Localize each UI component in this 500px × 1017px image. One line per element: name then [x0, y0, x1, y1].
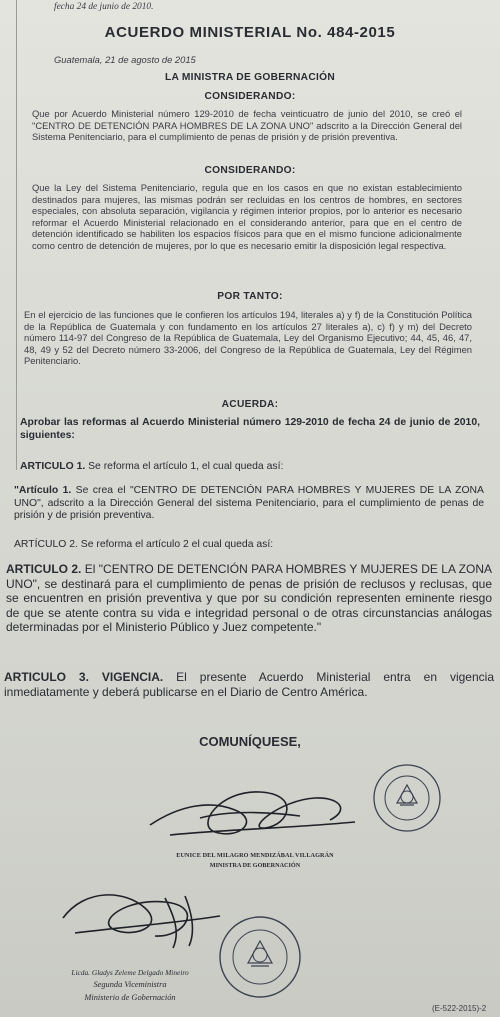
- signatory-2-ministry: Ministerio de Gobernación: [84, 993, 176, 1002]
- viceminister-signature: [55, 878, 225, 958]
- document-title: ACUERDO MINISTERIAL No. 484-2015: [104, 24, 396, 41]
- article-3: [4, 670, 494, 699]
- closing-word: COMUNÍQUESE,: [199, 734, 301, 749]
- previous-date-line: fecha 24 de junio de 2010.: [54, 2, 154, 12]
- minister-signature: [140, 770, 360, 850]
- signatory-2-name: Licda. Gladys Zeleme Delgado Mineiro: [71, 968, 189, 977]
- article-1-quote: [14, 485, 484, 523]
- considerando-text-2: Que la Ley del Sistema Penitenciario, regula que en los casos en que no existan establecimiento destinados para mujeres, las mismas podrán ser recluidas en los centros de hombres, en sectores especiales, con absoluta separación, vigilancia y régimen interior propios, por lo anterior es necesario reformar el Acuerdo Ministerial relacionado en el considerando anterior, para que en el centro de detención identificado se habiliten los espacios físicos para que en el mismo funcione adicionalmente como centro de detención de mujeres, por lo que es necesario emitir la disposición legal respectiva.: [32, 182, 462, 251]
- considerando-heading-2: CONSIDERANDO:: [204, 165, 296, 176]
- article-1-quote-text: Se crea el "CENTRO DE DETENCIÓN PARA HOMBRES Y MUJERES DE LA ZONA UNO", adscrito a la Dirección General del sistema Penitenciario, para el cumplimiento de penas de prisión y de prisión preventiva.: [14, 485, 484, 522]
- ministry-seal-1: [372, 763, 442, 833]
- por-tanto-heading: POR TANTO:: [217, 291, 283, 302]
- authority-heading: LA MINISTRA DE GOBERNACIÓN: [164, 72, 336, 83]
- article-2: [6, 562, 492, 635]
- considerando-text-1: Que por Acuerdo Ministerial número 129-2010 de fecha veinticuatro de junio del 2010, se creó el "CENTRO DE DETENCIÓN PARA HOMBRES DE LA ZONA UNO" adscrito a la Dirección General del Sistema Penitenciario, para el cumplimiento de penas de prisión y de prisión preventiva.: [32, 108, 462, 143]
- article-2-label: ARTICULO 2.: [6, 562, 82, 576]
- article-1-quote-label: "Artículo 1.: [14, 485, 72, 496]
- considerando-heading-1: CONSIDERANDO:: [204, 91, 296, 102]
- signatory-2-title: Segunda Viceministra: [93, 980, 167, 989]
- place-date: Guatemala, 21 de agosto de 2015: [54, 54, 196, 65]
- article-1: [20, 461, 480, 474]
- article-1-label: ARTICULO 1.: [20, 461, 86, 472]
- signatory-1-name: EUNICE DEL MILAGRO MENDIZÁBAL VILLAGRÁN: [176, 852, 334, 859]
- article-3-label: ARTICULO 3. VIGENCIA.: [4, 670, 164, 684]
- article-2-intro: ARTÍCULO 2. Se reforma el artículo 2 el cual queda así:: [14, 539, 274, 550]
- article-2-text: El "CENTRO DE DETENCIÓN PARA HOMBRES Y MUJERES DE LA ZONA UNO", se destinará para el cumplimiento de penas de prisión de reclusos y reclusas, que se encuentren en prisión preventiva y que por su condición representen eminente riesgo de que se atente contra su vida e integridad personal o de otras circunstancias análogas determinadas por el Ministerio Público y Juez competente.": [6, 562, 492, 635]
- article-3-text: El presente Acuerdo Ministerial entra en vigencia inmediatamente y deberá publicarse en el Diario de Centro América.: [4, 670, 494, 699]
- ministry-seal-2: [218, 915, 303, 1000]
- page-fold-line: [16, 0, 17, 470]
- acuerda-intro: Aprobar las reformas al Acuerdo Ministerial número 129-2010 de fecha 24 de junio de 2010, siguientes:: [20, 417, 480, 441]
- article-1-text: Se reforma el artículo 1, el cual queda así:: [85, 461, 284, 472]
- acuerda-heading: ACUERDA:: [221, 399, 279, 410]
- signatory-1-title: MINISTRA DE GOBERNACIÓN: [209, 862, 301, 869]
- por-tanto-text: En el ejercicio de las funciones que le confieren los artículos 194, literales a) y f) de la Constitución Política de la República de Guatemala y con fundamento en los artículos 27 literales a), c) f) y m) del Decreto número 114-97 del Congreso de la República de Guatemala, Ley del Organismo Ejecutivo; 44, 45, 46, 47, 48, 49 y 52 del Decreto número 33-2006, del Congreso de la República de Guatemala, Ley del Régimen Penitenciario.: [24, 309, 472, 367]
- footer-code: (E-522-2015)-2: [432, 1004, 487, 1013]
